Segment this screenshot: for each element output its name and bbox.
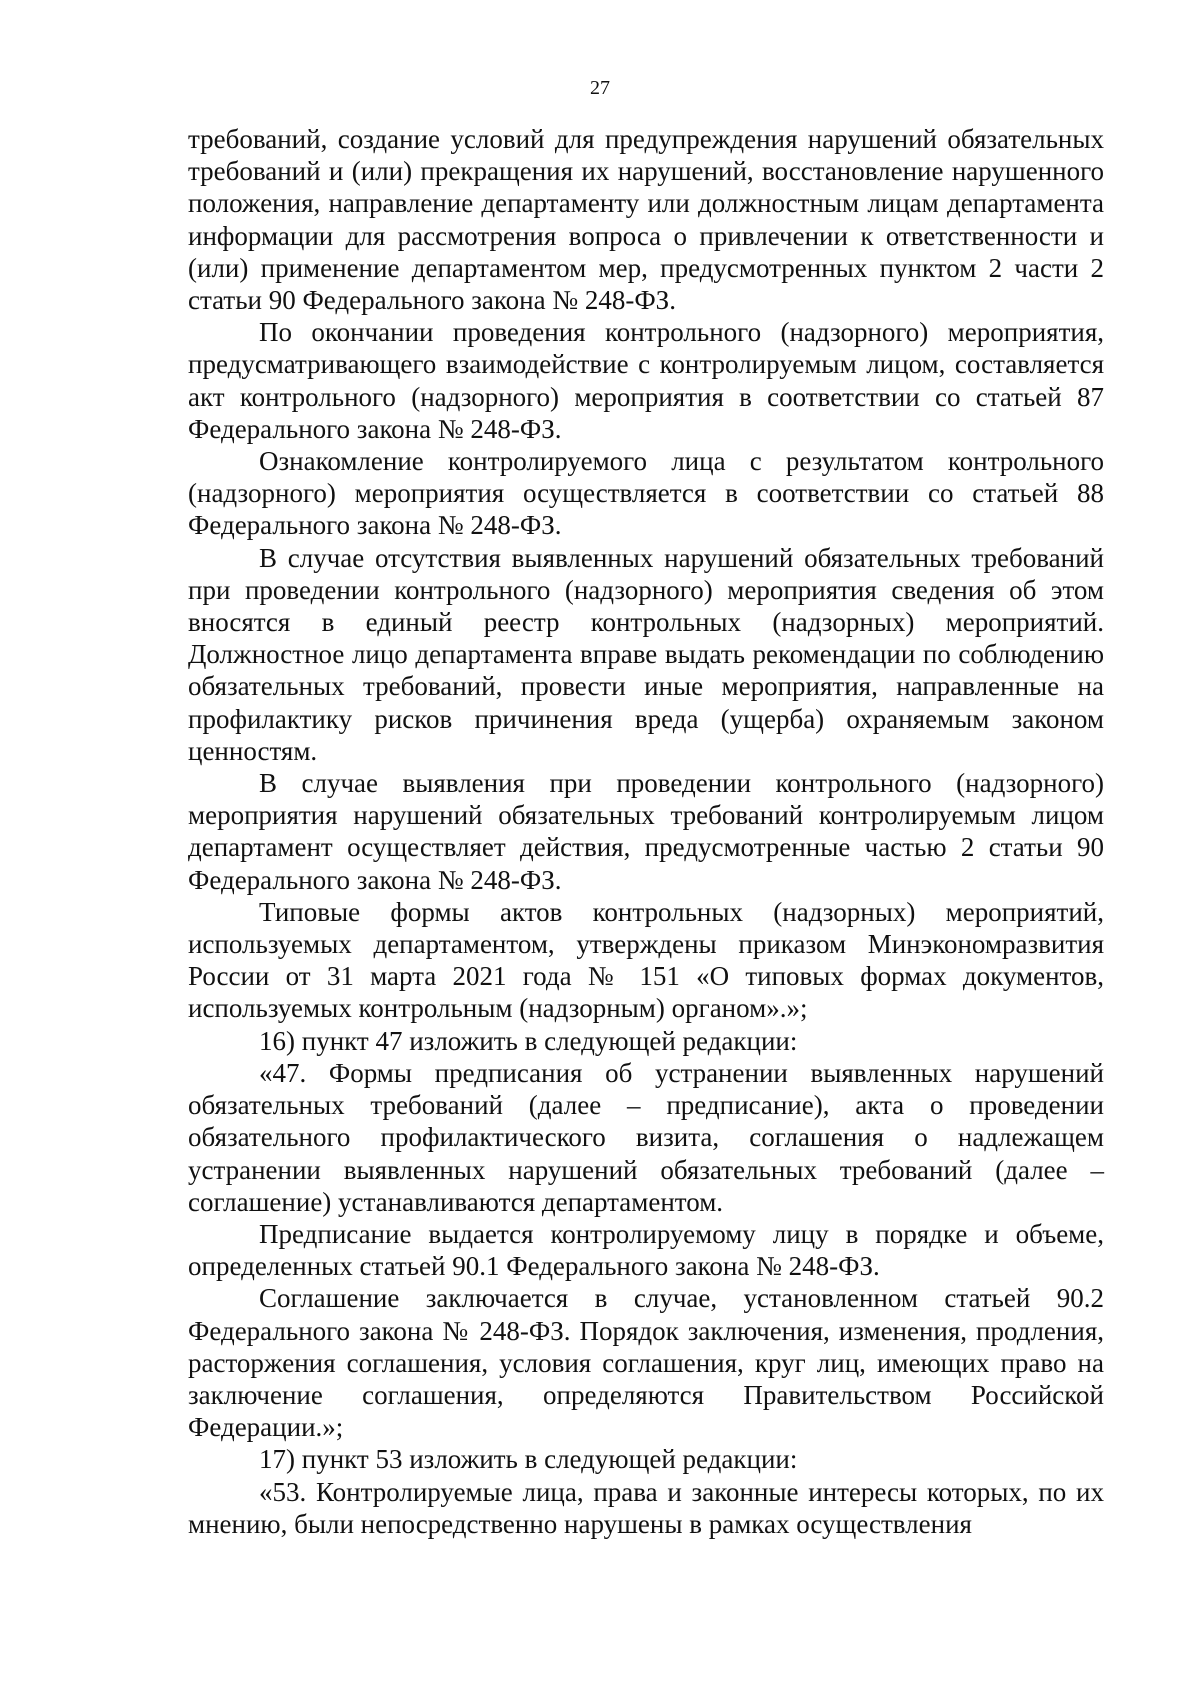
paragraph-continuation: требований, создание условий для предупреждения нарушений обязательных требований и (или) прекращения их нарушений, восстановление нарушенного положения, направление департаменту или должностным лицам департамента информации для рассмотрения вопроса о привлечении к ответственности и (или) применение департаментом мер, предусмотренных пунктом 2 части 2 статьи 90 Федерального закона № 248-ФЗ. bbox=[188, 124, 1104, 316]
paragraph-item-16: 16) пункт 47 изложить в следующей редакции: bbox=[259, 1025, 798, 1056]
paragraph-typical-forms: Типовые формы актов контрольных (надзорных) мероприятий, используемых департаментом, утверждены приказом Минэкономразвития России от 31 марта 2021 года № 151 «О типовых формах документов, используемых контрольным (надзорным) органом».»; bbox=[188, 896, 1104, 1024]
document-body bbox=[188, 123, 1104, 1540]
page-number: 27 bbox=[590, 77, 610, 99]
paragraph-item-17: 17) пункт 53 изложить в следующей редакции: bbox=[259, 1444, 798, 1475]
paragraph-prescription: Предписание выдается контролируемому лицу в порядке и объеме, определенных статьей 90.1 Федерального закона № 248-ФЗ. bbox=[188, 1218, 1104, 1282]
paragraph-agreement: Соглашение заключается в случае, установленном статьей 90.2 Федерального закона № 248-ФЗ. Порядок заключения, изменения, продления, расторжения соглашения, условия соглашения, круг лиц, имеющих право на заключение соглашения, определяются Правительством Российской Федерации.»; bbox=[188, 1283, 1104, 1443]
paragraph-familiarization: Ознакомление контролируемого лица с результатом контрольного (надзорного) мероприятия осуществляется в соответствии со статьей 88 Федерального закона № 248-ФЗ. bbox=[188, 446, 1104, 541]
paragraph-act-drawing-up: По окончании проведения контрольного (надзорного) мероприятия, предусматривающего взаимодействие с контролируемым лицом, составляется акт контрольного (надзорного) мероприятия в соответствии со статьей 87 Федерального закона № 248-ФЗ. bbox=[188, 317, 1104, 444]
paragraph-point-47: «47. Формы предписания об устранении выявленных нарушений обязательных требований (далее – предписание), акта о проведении обязательного профилактического визита, соглашения о надлежащем устранении выявленных нарушений обязательных требований (далее – соглашение) устанавливаются департаментом. bbox=[188, 1057, 1104, 1217]
paragraph-point-53: «53. Контролируемые лица, права и законные интересы которых, по их мнению, были непосредственно нарушены в рамках осуществления bbox=[188, 1476, 1104, 1539]
paragraph-no-violations: В случае отсутствия выявленных нарушений обязательных требований при проведении контрольного (надзорного) мероприятия сведения об этом вносятся в единый реестр контрольных (надзорных) мероприятий. Должностное лицо департамента вправе выдать рекомендации по соблюдению обязательных требований, провести иные мероприятия, направленные на профилактику рисков причинения вреда (ущерба) охраняемым законом ценностям. bbox=[188, 542, 1104, 766]
paragraph-violations-found: В случае выявления при проведении контрольного (надзорного) мероприятия нарушений обязательных требований контролируемым лицом департамент осуществляет действия, предусмотренные частью 2 статьи 90 Федерального закона № 248-ФЗ. bbox=[188, 768, 1104, 895]
